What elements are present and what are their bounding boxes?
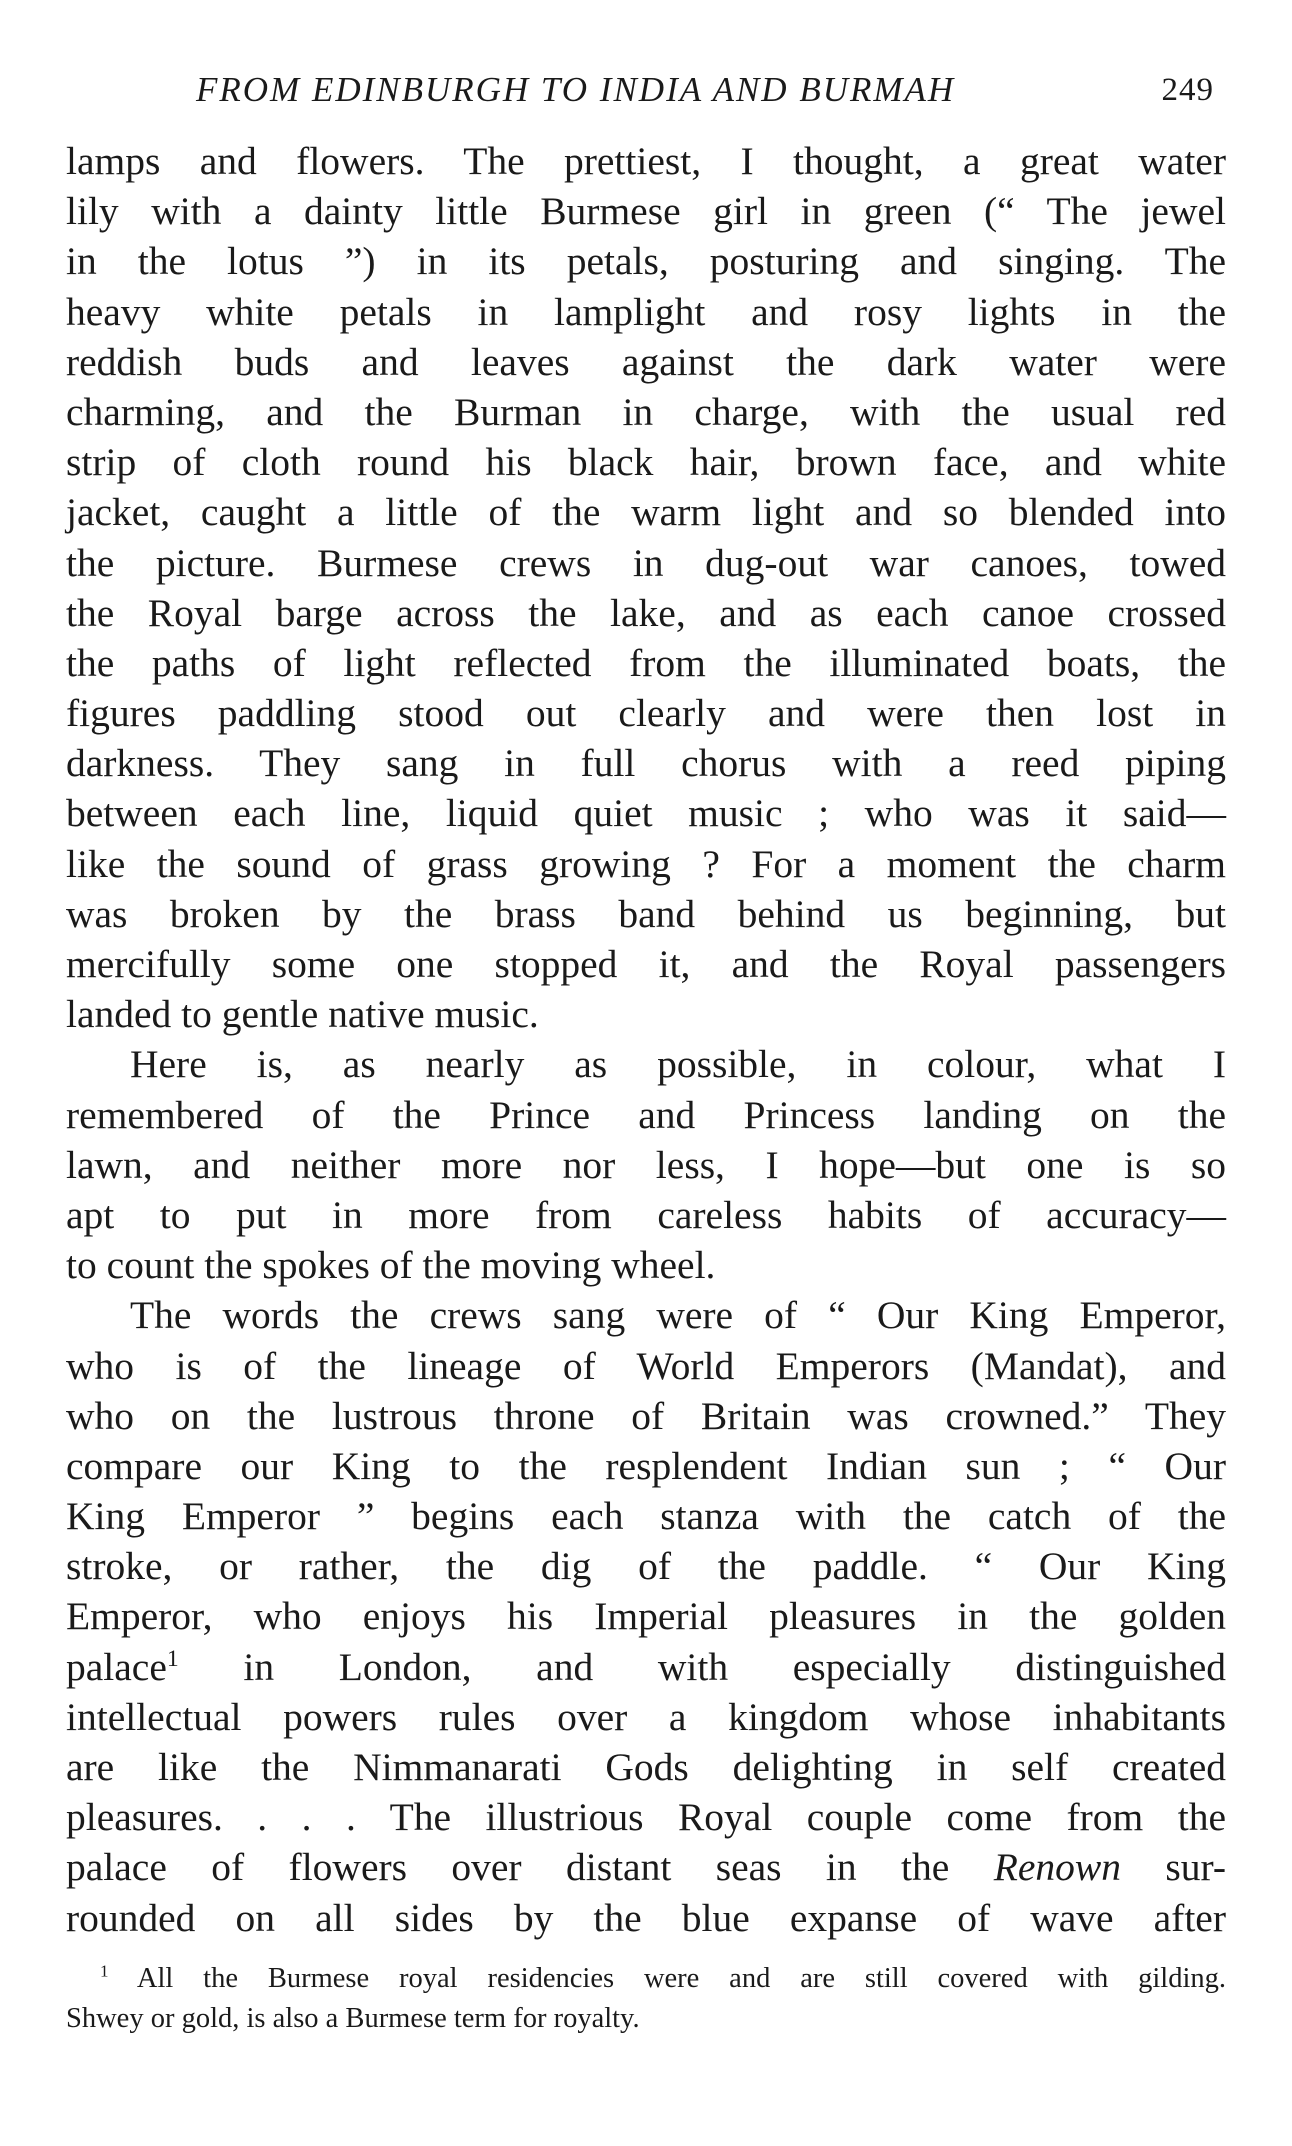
footnote-line	[66, 1959, 1226, 1999]
text-line: are like the Nimmanarati Gods delighting in self created	[66, 1745, 1226, 1789]
paragraph-2	[66, 1039, 1226, 1290]
text-line: the paths of light reflected from the illuminated boats, the	[66, 640, 1226, 685]
text-line: lawn, and neither more nor less, I hope—but one is so	[66, 1142, 1226, 1187]
text-line: who is of the lineage of World Emperors (Mandat), and	[66, 1343, 1226, 1388]
text-line: stroke, or rather, the dig of the paddle. “ Our King	[66, 1544, 1226, 1589]
text-line: landed to gentle native music.	[66, 992, 539, 1037]
text-line: intellectual powers rules over a kingdom whose inhabitants	[66, 1694, 1226, 1739]
text-line: figures paddling stood out clearly and were then lost in	[66, 691, 1226, 736]
text-line: jacket, caught a little of the warm light and so blended into	[66, 490, 1226, 535]
text-line: charming, and the Burman in charge, with the usual red	[66, 389, 1226, 434]
book-page	[66, 62, 1226, 2039]
text-line: rounded on all sides by the blue expanse of wave after	[66, 1895, 1226, 1940]
text-line: remembered of the Prince and Princess landing on the	[66, 1092, 1226, 1137]
text-line: in the lotus ”) in its petals, posturing and singing. The	[66, 239, 1226, 284]
running-head	[66, 62, 1226, 122]
text-line: to count the spokes of the moving wheel.	[66, 1243, 716, 1288]
text-line	[66, 1842, 1226, 1892]
ship-name: Renown	[993, 1845, 1121, 1890]
page-number: 249	[1161, 72, 1214, 108]
text-line: King Emperor ” begins each stanza with the catch of the	[66, 1494, 1226, 1539]
text-line: was broken by the brass band behind us beginning, but	[66, 891, 1226, 936]
footnotes	[66, 1959, 1226, 2039]
footnote-line: Shwey or gold, is also a Burmese term for royalty.	[66, 2002, 640, 2034]
text-line: heavy white petals in lamplight and rosy lights in the	[66, 289, 1226, 334]
text-line: apt to put in more from careless habits of accuracy—	[66, 1192, 1226, 1237]
text-line: the Royal barge across the lake, and as each canoe crossed	[66, 590, 1226, 635]
text-segment: in London, and with especially distinguished	[243, 1644, 1226, 1689]
body-text	[66, 136, 1226, 1943]
text-line: who on the lustrous throne of Britain was crowned.” They	[66, 1393, 1226, 1438]
text-line: pleasures. . . . The illustrious Royal couple come from the	[66, 1795, 1226, 1840]
running-title: FROM EDINBURGH TO INDIA AND BURMAH	[196, 70, 956, 109]
text-line: Here is, as nearly as possible, in colour, what I	[130, 1042, 1226, 1087]
text-line: between each line, liquid quiet music ; who was it said—	[66, 791, 1226, 836]
text-line: Emperor, who enjoys his Imperial pleasures in the golden	[66, 1594, 1226, 1639]
text-line: strip of cloth round his black hair, brown face, and white	[66, 440, 1226, 485]
text-segment: palace	[66, 1644, 167, 1689]
text-line: reddish buds and leaves against the dark water were	[66, 339, 1226, 384]
text-segment: sur-	[1165, 1845, 1227, 1890]
text-line	[66, 1642, 1226, 1692]
text-line: compare our King to the resplendent Indian sun ; “ Our	[66, 1443, 1226, 1488]
text-line: the picture. Burmese crews in dug-out war canoes, towed	[66, 540, 1226, 585]
footnote-reference: 1	[166, 1645, 179, 1672]
text-line: like the sound of grass growing ? For a moment the charm	[66, 841, 1226, 886]
text-line: lamps and flowers. The prettiest, I thought, a great water	[66, 139, 1226, 183]
text-line: The words the crews sang were of “ Our King Emperor,	[130, 1293, 1226, 1338]
footnote-text: All the Burmese royal residencies were and are still covered with gilding.	[136, 1962, 1226, 1994]
text-line: lily with a dainty little Burmese girl in green (“ The jewel	[66, 189, 1226, 234]
text-line: mercifully some one stopped it, and the Royal passengers	[66, 942, 1226, 986]
footnote-marker: 1	[100, 1961, 109, 1981]
text-segment: palace of flowers over distant seas in the	[66, 1845, 950, 1890]
text-line: darkness. They sang in full chorus with a reed piping	[66, 741, 1226, 786]
paragraph-1	[66, 136, 1226, 1039]
paragraph-3	[66, 1290, 1226, 1942]
